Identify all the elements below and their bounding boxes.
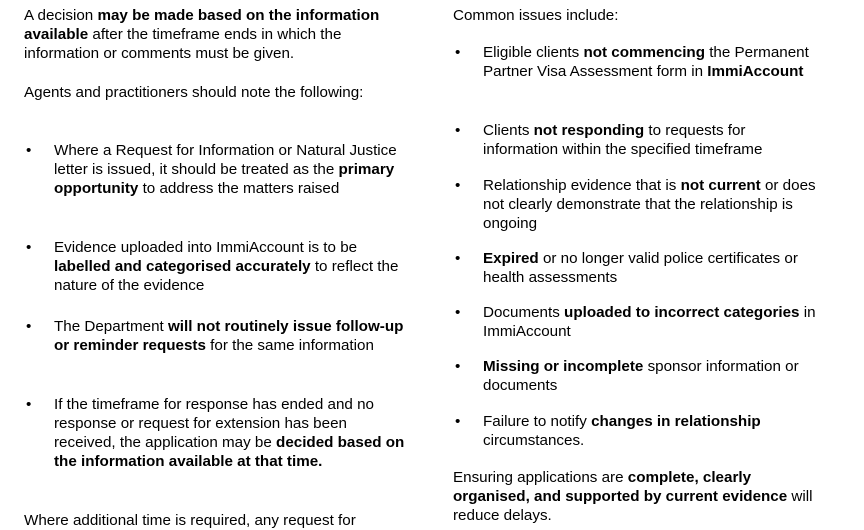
text-run: Ensuring applications are [453,469,628,486]
list-item [453,43,818,81]
list-item [453,176,818,233]
list-item-text [54,142,397,197]
list-item [453,357,818,395]
list-item [453,249,818,287]
bold-text-run: Missing or incomplete [483,358,644,375]
text-run: Where a Request for Information or Natural Justice letter is issued, it should be treated as the [54,142,397,178]
bold-text-run: labelled and categorised accurately [54,258,311,275]
list-item-text [54,318,403,354]
text-run: for the same information [205,337,374,354]
bullet-icon: • [455,413,461,430]
bold-text-run: ImmiAccount [707,63,804,80]
text-run: circumstances. [483,432,585,449]
list-item-text [54,396,404,470]
list-item-text [483,177,816,232]
bold-text-run: not commencing [583,44,705,61]
bullet-icon: • [26,239,32,256]
text-run: to address the matters raised [138,180,340,197]
list-item [453,121,818,159]
list-item-text [483,358,799,394]
list-item [24,395,408,471]
bold-text-run: changes in relationship [591,413,761,430]
text-run: Eligible clients [483,44,584,61]
text-run: Relationship evidence that is [483,177,681,194]
text-run: in ImmiAccount [483,304,816,340]
list-item [24,238,408,295]
text-run: to requests for information within the specified timeframe [483,122,763,158]
bold-text-run: decided based on the information available at that time. [54,434,405,470]
intro-paragraph [24,6,408,63]
list-item-text [483,250,798,286]
text-run: If the timeframe for response has ended and no response or request for extension has been received, the application may be [54,396,374,451]
text-run: A decision [24,7,98,24]
text-run: The Department [54,318,168,335]
text-run: will reduce delays. [453,488,813,524]
list-item-text [483,413,761,449]
bold-text-run: complete, clearly organised, and supported by current evidence [453,469,788,505]
text-run: or no longer valid police certificates or health assessments [483,250,798,286]
bold-text-run: not responding [533,122,645,139]
bullet-icon: • [26,142,32,159]
list-item [24,317,408,355]
closing-paragraph [453,468,825,525]
bold-text-run: not current [680,177,761,194]
text-run: sponsor information or documents [483,358,799,394]
bold-text-run: primary opportunity [54,161,395,197]
list-item [24,141,408,198]
bullet-icon: • [26,396,32,413]
list-item-text [483,122,762,158]
section-heading: Common issues include: [453,7,619,24]
bullet-icon: • [455,44,461,61]
text-run: Failure to notify [483,413,592,430]
text-run: to reflect the nature of the evidence [54,258,399,294]
list-item [453,412,818,450]
bullet-icon: • [455,250,461,267]
list-item-text [483,44,809,80]
bullet-icon: • [455,177,461,194]
bold-text-run: Expired [483,250,539,267]
bold-text-run: will not routinely issue follow-up or reminder requests [54,318,404,354]
bullet-icon: • [455,122,461,139]
list-item [453,303,818,341]
text-run: the Permanent Partner Visa Assessment form in [483,44,809,80]
text-run: or does not clearly demonstrate that the relationship is ongoing [483,177,816,232]
bold-text-run: may be made based on the information available [24,7,380,43]
text-run: after the timeframe ends in which the information or comments must be given. [24,26,342,62]
bullet-icon: • [455,304,461,321]
list-item-text [483,304,816,340]
bullet-icon: • [26,318,32,335]
bullet-icon: • [455,358,461,375]
note-paragraph: Agents and practitioners should note the following: [24,84,364,101]
text-run: Documents [483,304,565,321]
footer-paragraph: Where additional time is required, any request for [24,512,356,529]
list-item-text [54,239,398,294]
text-run: Evidence uploaded into ImmiAccount is to be [54,239,358,256]
text-run: Clients [483,122,534,139]
bold-text-run: uploaded to incorrect categories [564,304,800,321]
